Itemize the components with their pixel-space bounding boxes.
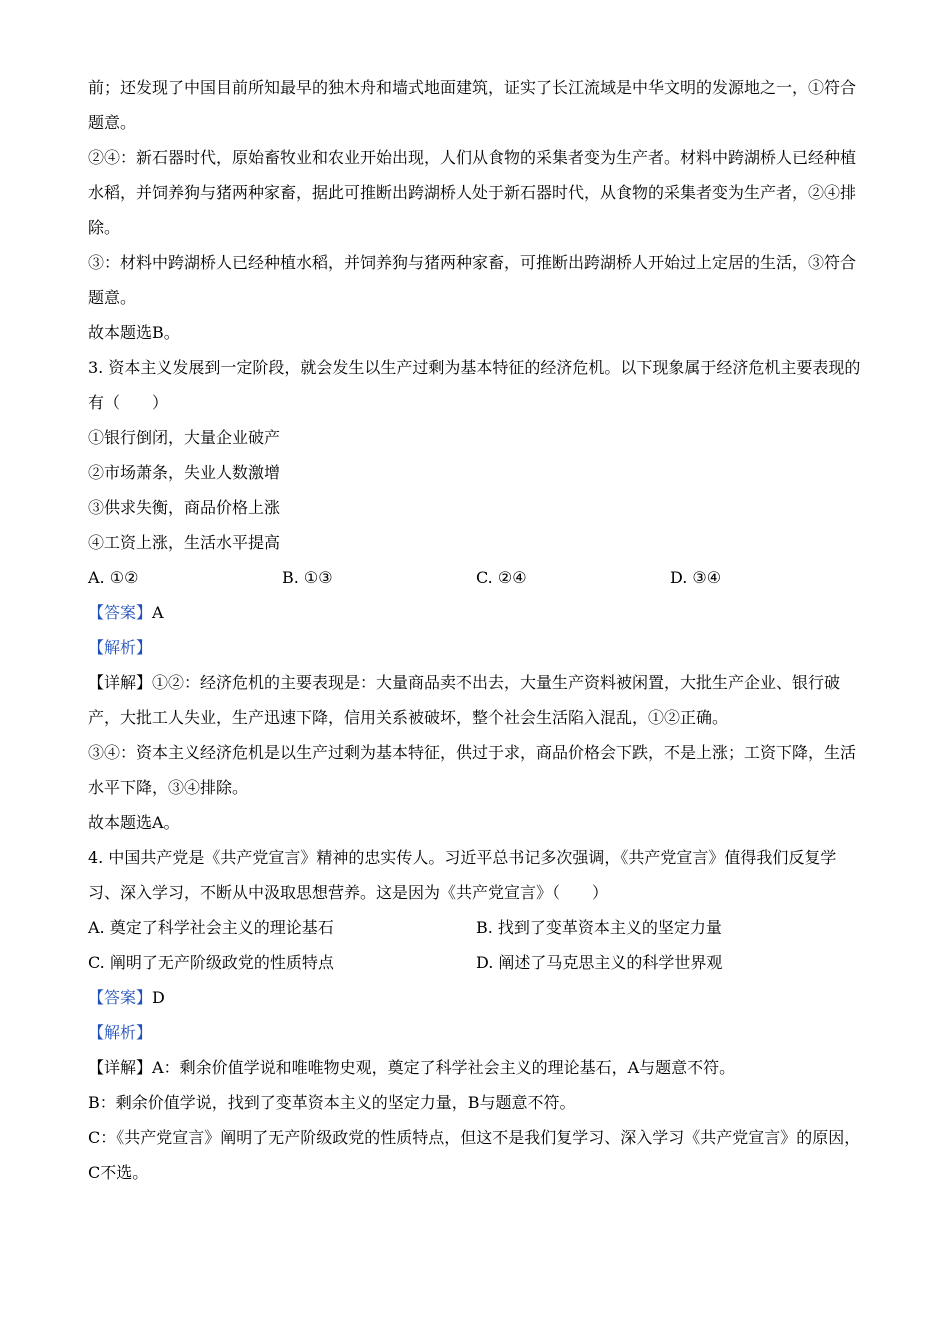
q3-detail-2: ③④：资本主义经济危机是以生产过剩为基本特征，供过于求，商品价格会下跌，不是上涨；工资下降，生活水平下降，③④排除。	[88, 743, 857, 797]
q3-option-b: B. ①③	[282, 568, 333, 587]
q2-analysis-paragraph-1: 前；还发现了中国目前所知最早的独木舟和墙式地面建筑，证实了长江流域是中华文明的发源地之一，①符合题意。	[88, 78, 857, 132]
q4-detail-a	[88, 1050, 864, 1085]
q4-analysis-tag: 【解析】	[88, 1023, 153, 1042]
q3-item-3: ③供求失衡，商品价格上涨	[88, 498, 281, 517]
q4-answer-tag: 【答案】	[88, 988, 153, 1007]
q2-conclusion: 故本题选B。	[88, 323, 180, 342]
q3-options	[88, 560, 864, 595]
q3-answer	[88, 595, 864, 630]
q3-option-c: C. ②④	[476, 568, 527, 587]
q4-detail-b: B：剩余价值学说，找到了变革资本主义的坚定力量，B与题意不符。	[88, 1093, 576, 1112]
q3-item-2: ②市场萧条，失业人数激增	[88, 463, 281, 482]
q3-answer-tag: 【答案】	[88, 603, 153, 622]
q4-answer	[88, 980, 864, 1015]
q4-detail-tag: 【详解】	[88, 1058, 153, 1077]
q2-analysis-paragraph-3: ③：材料中跨湖桥人已经种植水稻，并饲养狗与猪两种家畜，可推断出跨湖桥人开始过上定居的生活，③符合题意。	[88, 253, 857, 307]
q3-conclusion: 故本题选A。	[88, 813, 180, 832]
document-page	[88, 70, 864, 1190]
q3-option-a: A. ①②	[88, 568, 139, 587]
q4-options-row-2	[88, 945, 864, 980]
q4-answer-value: D	[152, 988, 165, 1007]
q3-item-1: ①银行倒闭，大量企业破产	[88, 428, 281, 447]
q4-detail-c: C：《共产党宣言》阐明了无产阶级政党的性质特点，但这不是我们复学习、深入学习《共产党宣言》的原因，C不选。	[88, 1128, 861, 1182]
q4-option-a: A. 奠定了科学社会主义的理论基石	[88, 918, 334, 937]
q3-option-d: D. ③④	[670, 568, 722, 587]
q3-analysis-heading	[88, 630, 864, 665]
q4-stem: 4. 中国共产党是《共产党宣言》精神的忠实传人。习近平总书记多次强调，《共产党宣言》值得我们反复学习、深入学习，不断从中汲取思想营养。这是因为《共产党宣言》（ ）	[88, 848, 837, 902]
q4-option-d: D. 阐述了马克思主义的科学世界观	[476, 953, 723, 972]
q3-answer-value: A	[152, 603, 164, 622]
q3-detail-1-text: ①②：经济危机的主要表现是：大量商品卖不出去，大量生产资料被闲置，大批生产企业、银行破产，大批工人失业，生产迅速下降，信用关系被破坏，整个社会生活陷入混乱，①②正确。	[88, 673, 841, 727]
q2-analysis-paragraph-2: ②④：新石器时代，原始畜牧业和农业开始出现，人们从食物的采集者变为生产者。材料中跨湖桥人已经种植水稻，并饲养狗与猪两种家畜，据此可推断出跨湖桥人处于新石器时代，从食物的采集者变为生产者，②④排除。	[88, 148, 857, 237]
q4-detail-a-text: A：剩余价值学说和唯唯物史观，奠定了科学社会主义的理论基石，A与题意不符。	[152, 1058, 736, 1077]
q4-option-c: C. 阐明了无产阶级政党的性质特点	[88, 953, 334, 972]
q4-analysis-heading	[88, 1015, 864, 1050]
q4-options-row-1	[88, 910, 864, 945]
q3-analysis-tag: 【解析】	[88, 638, 153, 657]
q3-stem: 3. 资本主义发展到一定阶段，就会发生以生产过剩为基本特征的经济危机。以下现象属于经济危机主要表现的有（ ）	[88, 358, 861, 412]
q4-option-b: B. 找到了变革资本主义的坚定力量	[476, 918, 722, 937]
q3-detail-tag: 【详解】	[88, 673, 153, 692]
q3-detail-1	[88, 665, 864, 735]
q3-item-4: ④工资上涨，生活水平提高	[88, 533, 281, 552]
